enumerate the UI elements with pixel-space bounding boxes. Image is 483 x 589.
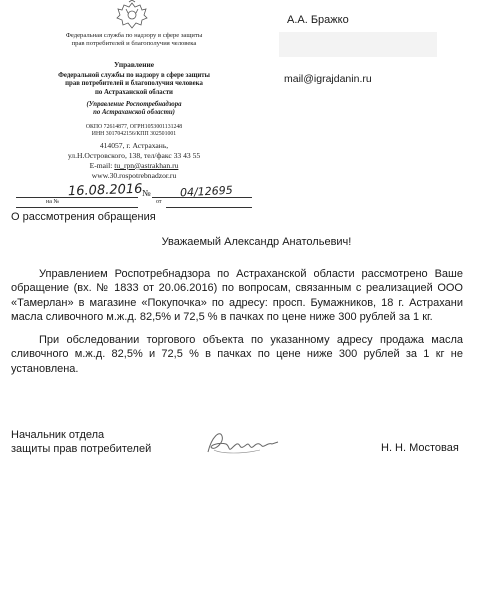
letter-subject: О рассмотрения обращения — [11, 211, 156, 223]
email-label: E-mail: — [89, 160, 115, 170]
reference-number-label: на № — [46, 199, 60, 205]
website-link[interactable]: www.30.rospotrebnadzor.ru — [91, 170, 177, 180]
agency-line-2: прав потребителей и благополучия человека — [71, 40, 197, 48]
address-line-1: 414057, г. Астрахань, — [99, 141, 169, 150]
letterhead-title: Управление — [114, 60, 154, 69]
agency-email-link[interactable]: tu_rpn@astrakhan.ru — [114, 160, 179, 170]
reference-number-underline — [16, 207, 138, 208]
organization-abbreviation — [34, 101, 234, 118]
registration-line — [16, 183, 256, 209]
abbreviation-line-1: (Управление Роспотребнадзора — [86, 101, 182, 108]
signatory-name: Н. Н. Мостовая — [381, 442, 459, 454]
handwritten-signature — [202, 426, 282, 460]
abbreviation-line-2: по Астраханской области) — [93, 109, 175, 117]
redacted-area — [279, 32, 437, 57]
reference-date-underline — [166, 207, 252, 208]
email-line — [34, 161, 234, 171]
coat-of-arms-emblem — [114, 0, 150, 30]
signatory-position — [11, 428, 151, 457]
agency-header — [34, 32, 234, 48]
number-underline — [152, 197, 252, 198]
position-line-1: Начальник отдела — [11, 429, 105, 441]
registration-date: 16.08.2016 — [67, 181, 143, 200]
registration-number: 04/12695 — [179, 183, 234, 200]
agency-line-1: Федеральная служба по надзору в сфере защиты — [65, 32, 203, 39]
organization-line-3: по Астраханской области — [95, 88, 173, 96]
reference-date-label: от — [156, 199, 162, 205]
body-paragraph-1: Управлением Роспотребнадзора по Астраханской области рассмотрено Ваше обращение (вх. № 1833 от 20.06.2016) по вопросам, связанным с реализацией ООО «Тамерлан» в магазине «Покупочка» по адресу: просп. Бумажников, 18 г. Астрахани масла сливочного м.ж.д. 82,5% и 72,5 % в пачках по цене ниже 300 рублей за 1 кг. — [11, 268, 463, 324]
addressee-email: mail@igrajdanin.ru — [284, 73, 372, 85]
codes-line-1: ОКПО 72614877, ОГРН1053001131248 — [85, 124, 183, 130]
letterhead-organization — [34, 72, 234, 97]
date-underline — [16, 197, 138, 198]
codes-line-2: ИНН 3017042156/КПП 302501001 — [91, 131, 177, 138]
organization-line-2: прав потребителей и благополучия человека — [65, 80, 203, 88]
address-line-2: ул.Н.Островского, 138, тел/факс 33 43 55 — [67, 150, 201, 160]
letterhead-address — [34, 141, 234, 180]
registration-codes — [34, 124, 234, 138]
number-sign: № — [142, 188, 151, 198]
position-line-2: защиты прав потребителей — [11, 443, 152, 456]
salutation: Уважаемый Александр Анатольевич! — [161, 236, 352, 248]
organization-line-1: Федеральной службы по надзору в сфере защиты — [58, 72, 210, 79]
addressee-name: А.А. Бражко — [287, 14, 349, 26]
body-paragraph-2: При обследовании торгового объекта по указанному адресу продажа масла сливочного м.ж.д. 82,5% и 72,5 % в пачках по цене ниже 300 рублей за 1 кг не установлена. — [11, 334, 463, 375]
